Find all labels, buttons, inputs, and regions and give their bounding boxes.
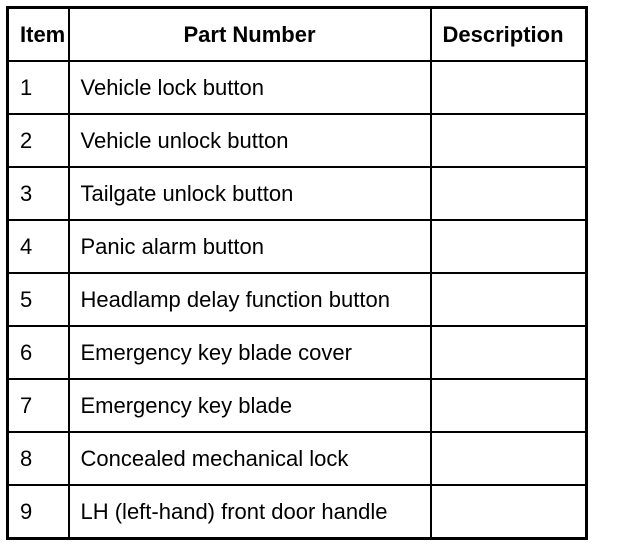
header-item: Item [8, 8, 69, 62]
cell-item: 1 [8, 61, 69, 114]
cell-description [431, 485, 587, 539]
cell-description [431, 167, 587, 220]
cell-item: 4 [8, 220, 69, 273]
table-row [8, 432, 587, 485]
table-row [8, 326, 587, 379]
table-row [8, 220, 587, 273]
cell-part-number: Tailgate unlock button [69, 167, 431, 220]
table-row [8, 61, 587, 114]
cell-part-number: LH (left-hand) front door handle [69, 485, 431, 539]
table-header-row [8, 8, 587, 62]
cell-part-number: Emergency key blade cover [69, 326, 431, 379]
table-row [8, 114, 587, 167]
cell-part-number: Emergency key blade [69, 379, 431, 432]
cell-description [431, 114, 587, 167]
cell-part-number: Headlamp delay function button [69, 273, 431, 326]
cell-description [431, 326, 587, 379]
cell-part-number: Panic alarm button [69, 220, 431, 273]
parts-table [6, 6, 588, 540]
table-row [8, 273, 587, 326]
cell-part-number: Vehicle unlock button [69, 114, 431, 167]
cell-item: 2 [8, 114, 69, 167]
cell-description [431, 273, 587, 326]
table-row [8, 167, 587, 220]
cell-item: 8 [8, 432, 69, 485]
cell-description [431, 220, 587, 273]
table-row [8, 485, 587, 539]
cell-description [431, 432, 587, 485]
cell-item: 6 [8, 326, 69, 379]
cell-item: 9 [8, 485, 69, 539]
cell-part-number: Vehicle lock button [69, 61, 431, 114]
cell-description [431, 379, 587, 432]
cell-part-number: Concealed mechanical lock [69, 432, 431, 485]
cell-item: 3 [8, 167, 69, 220]
cell-description [431, 61, 587, 114]
header-part-number: Part Number [69, 8, 431, 62]
table-row [8, 379, 587, 432]
cell-item: 7 [8, 379, 69, 432]
header-description: Description [431, 8, 587, 62]
cell-item: 5 [8, 273, 69, 326]
